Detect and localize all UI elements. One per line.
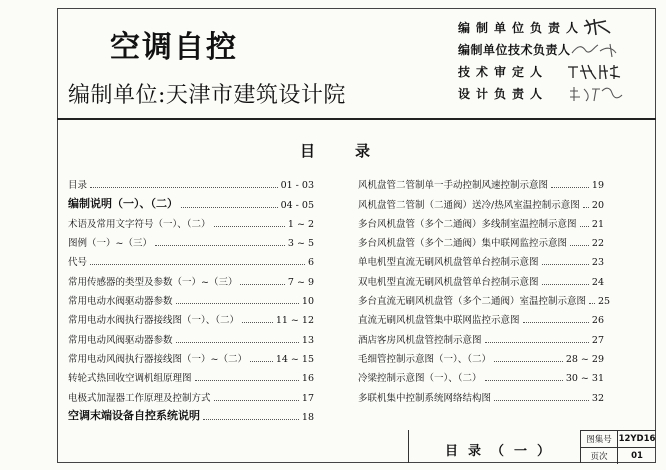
toc-leader-dots bbox=[242, 322, 273, 323]
toc-leader-dots bbox=[580, 226, 589, 227]
toc-entry-title: 常用电动风阀驱动器参数 bbox=[68, 334, 173, 346]
role-row bbox=[458, 60, 634, 82]
toc-entry[interactable] bbox=[68, 211, 314, 230]
toc-leader-dots bbox=[176, 342, 299, 343]
toc-entry[interactable] bbox=[68, 172, 314, 191]
page-label: 页次 bbox=[581, 448, 618, 464]
toc-entry-page: 27 bbox=[591, 334, 604, 346]
toc-leader-dots bbox=[90, 187, 278, 188]
toc-leader-dots bbox=[195, 380, 299, 381]
toc-entry-title: 冷梁控制示意图（一）、（二） bbox=[358, 373, 482, 385]
toc-entry[interactable] bbox=[68, 288, 314, 307]
toc-leader-dots bbox=[90, 264, 305, 265]
toc-entry-page: 16 bbox=[301, 373, 314, 385]
toc-entry[interactable] bbox=[358, 346, 604, 365]
toc-entry-page: 28 ~ 29 bbox=[565, 353, 604, 365]
toc-entry[interactable] bbox=[358, 288, 611, 308]
toc-leader-dots bbox=[181, 207, 278, 208]
toc-entry[interactable] bbox=[68, 365, 314, 384]
toc-leader-dots bbox=[214, 400, 299, 401]
toc-leader-dots bbox=[551, 187, 589, 188]
toc-entry[interactable] bbox=[68, 307, 314, 326]
role-row bbox=[458, 16, 634, 38]
role-label: 编制单位技术负责人 bbox=[458, 42, 571, 57]
toc-entry[interactable] bbox=[358, 365, 604, 384]
toc-entry[interactable] bbox=[68, 191, 314, 210]
toc-entry-title: 空调末端设备自控系统说明 bbox=[68, 408, 200, 422]
toc-left-column bbox=[68, 172, 314, 423]
toc-leader-dots bbox=[523, 322, 589, 323]
toc-entry-title: 直流无刷风机盘管集中联网监控示意图 bbox=[358, 315, 520, 327]
role-row bbox=[458, 38, 634, 60]
toc-entry-title: 双电机型直流无刷风机盘管单台控制示意图 bbox=[358, 276, 539, 288]
toc-entry[interactable] bbox=[358, 268, 604, 287]
toc-entry-title: 转轮式热回收空调机组原理图 bbox=[68, 373, 192, 385]
organization-line: 编制单位:天津市建筑设计院 bbox=[68, 83, 346, 108]
toc-leader-dots bbox=[542, 284, 589, 285]
toc-entry-title: 风机盘管二管制（二通阀）送冷/热风室温控制示意图 bbox=[358, 199, 580, 211]
toc-entry-page: 6 bbox=[307, 257, 314, 269]
toc-entry-page: 25 bbox=[598, 296, 611, 308]
toc-entry-page: 24 bbox=[591, 276, 604, 288]
document-title: 空调自控 bbox=[110, 30, 238, 65]
toc-leader-dots bbox=[570, 245, 589, 246]
toc-leader-dots bbox=[155, 245, 285, 246]
toc-entry-title: 风机盘管二管制单一手动控制风速控制示意图 bbox=[358, 180, 549, 192]
toc-leader-dots bbox=[485, 380, 563, 381]
atlas-row bbox=[581, 431, 656, 448]
toc-entry[interactable] bbox=[358, 211, 604, 230]
header-divider bbox=[57, 118, 656, 120]
toc-heading: 目录 bbox=[300, 142, 411, 160]
toc-entry-page: 14 ~ 15 bbox=[275, 353, 314, 365]
toc-entry[interactable] bbox=[68, 249, 314, 268]
toc-entry-title: 代号 bbox=[68, 257, 88, 269]
toc-leader-dots bbox=[240, 284, 284, 285]
toc-leader-dots bbox=[583, 207, 589, 208]
toc-leader-dots bbox=[494, 361, 563, 362]
toc-entry-page: 3 ~ 5 bbox=[287, 238, 314, 250]
toc-entry-title: 常用电动水阀执行器接线图（一）、（二） bbox=[68, 315, 240, 327]
atlas-number: 12YD16 bbox=[618, 434, 656, 444]
title-block bbox=[580, 430, 656, 463]
toc-entry-page: 23 bbox=[591, 257, 604, 269]
toc-entry-page: 26 bbox=[591, 315, 604, 327]
atlas-label: 图集号 bbox=[581, 431, 618, 447]
toc-entry[interactable] bbox=[68, 404, 314, 423]
toc-entry-page: 18 bbox=[301, 411, 314, 423]
toc-leader-dots bbox=[494, 400, 589, 401]
footer-divider bbox=[408, 430, 409, 463]
sheet-title: 目录（一） bbox=[445, 444, 561, 459]
toc-entry-title: 多联机集中控制系统网络结构图 bbox=[358, 392, 492, 404]
toc-leader-dots bbox=[589, 303, 595, 304]
toc-entry-page: 20 bbox=[591, 199, 604, 211]
toc-entry-title: 常用电动水阀驱动器参数 bbox=[68, 296, 173, 308]
role-label: 设计负责人 bbox=[458, 86, 549, 101]
role-label: 技术审定人 bbox=[458, 64, 549, 79]
signature-mark bbox=[564, 83, 634, 103]
toc-entry[interactable] bbox=[358, 230, 604, 249]
role-label: 编制单位负责人 bbox=[458, 20, 585, 35]
toc-entry-page: 13 bbox=[301, 334, 314, 346]
toc-entry-page: 1 ~ 2 bbox=[287, 218, 314, 230]
toc-entry[interactable] bbox=[68, 230, 314, 249]
role-row bbox=[458, 82, 634, 104]
toc-entry-title: 目录 bbox=[68, 180, 88, 192]
toc-entry[interactable] bbox=[358, 191, 604, 210]
toc-leader-dots bbox=[485, 342, 589, 343]
toc-entry-title: 图例（一）~（三） bbox=[68, 238, 152, 250]
toc-entry-page: 01 - 03 bbox=[280, 180, 314, 192]
toc-entry-title: 编制说明（一）、（二） bbox=[68, 196, 178, 210]
toc-entry-page: 11 ~ 12 bbox=[275, 315, 314, 327]
toc-entry[interactable] bbox=[358, 172, 604, 191]
toc-entry-title: 单电机型直流无刷风机盘管单台控制示意图 bbox=[358, 257, 539, 269]
toc-entry-page: 10 bbox=[301, 296, 314, 308]
toc-entry-page: 17 bbox=[301, 392, 314, 404]
toc-entry-page: 04 - 05 bbox=[280, 199, 314, 211]
toc-entry-title: 酒店客房风机盘管控制示意图 bbox=[358, 334, 482, 346]
toc-right-column bbox=[358, 172, 611, 404]
toc-entry-title: 常用传感器的类型及参数（一）~（三） bbox=[68, 276, 238, 288]
toc-entry-page: 19 bbox=[591, 180, 604, 192]
toc-entry[interactable] bbox=[358, 384, 604, 403]
toc-entry-title: 常用电动风阀执行器接线图（一）~（二） bbox=[68, 353, 247, 365]
page-row bbox=[581, 448, 656, 464]
toc-entry[interactable] bbox=[358, 249, 604, 268]
toc-entry-page: 30 ~ 31 bbox=[565, 373, 604, 385]
toc-entry[interactable] bbox=[358, 307, 604, 326]
toc-entry[interactable] bbox=[68, 268, 314, 287]
toc-entry[interactable] bbox=[68, 326, 314, 345]
toc-entry-page: 7 ~ 9 bbox=[287, 276, 314, 288]
toc-leader-dots bbox=[542, 264, 589, 265]
toc-entry-page: 22 bbox=[591, 238, 604, 250]
toc-entry-title: 多台风机盘管（多个二通阀）集中联网监控示意图 bbox=[358, 238, 568, 250]
toc-entry-title: 多台风机盘管（多个二通阀）多线制室温控制示意图 bbox=[358, 218, 577, 230]
toc-leader-dots bbox=[203, 419, 299, 420]
responsible-persons-block bbox=[458, 16, 634, 104]
toc-entry[interactable] bbox=[358, 326, 604, 345]
toc-entry-title: 毛细管控制示意图（一）、（二） bbox=[358, 353, 492, 365]
toc-entry-title: 术语及常用文字符号（一）、（二） bbox=[68, 218, 211, 230]
toc-leader-dots bbox=[176, 303, 299, 304]
toc-entry[interactable] bbox=[68, 384, 314, 403]
signature-mark bbox=[564, 39, 634, 59]
toc-leader-dots bbox=[214, 226, 285, 227]
toc-leader-dots bbox=[250, 361, 273, 362]
toc-entry-page: 21 bbox=[591, 218, 604, 230]
toc-entry[interactable] bbox=[68, 346, 314, 365]
toc-entry-page: 32 bbox=[591, 392, 604, 404]
page-number: 01 bbox=[631, 451, 643, 461]
signature-mark bbox=[564, 61, 634, 81]
toc-entry-title: 电极式加湿器工作原理及控制方式 bbox=[68, 392, 211, 404]
toc-entry-title: 多台直流无刷风机盘管（多个二通阀）室温控制示意图 bbox=[358, 296, 587, 308]
signature-mark bbox=[564, 17, 634, 37]
